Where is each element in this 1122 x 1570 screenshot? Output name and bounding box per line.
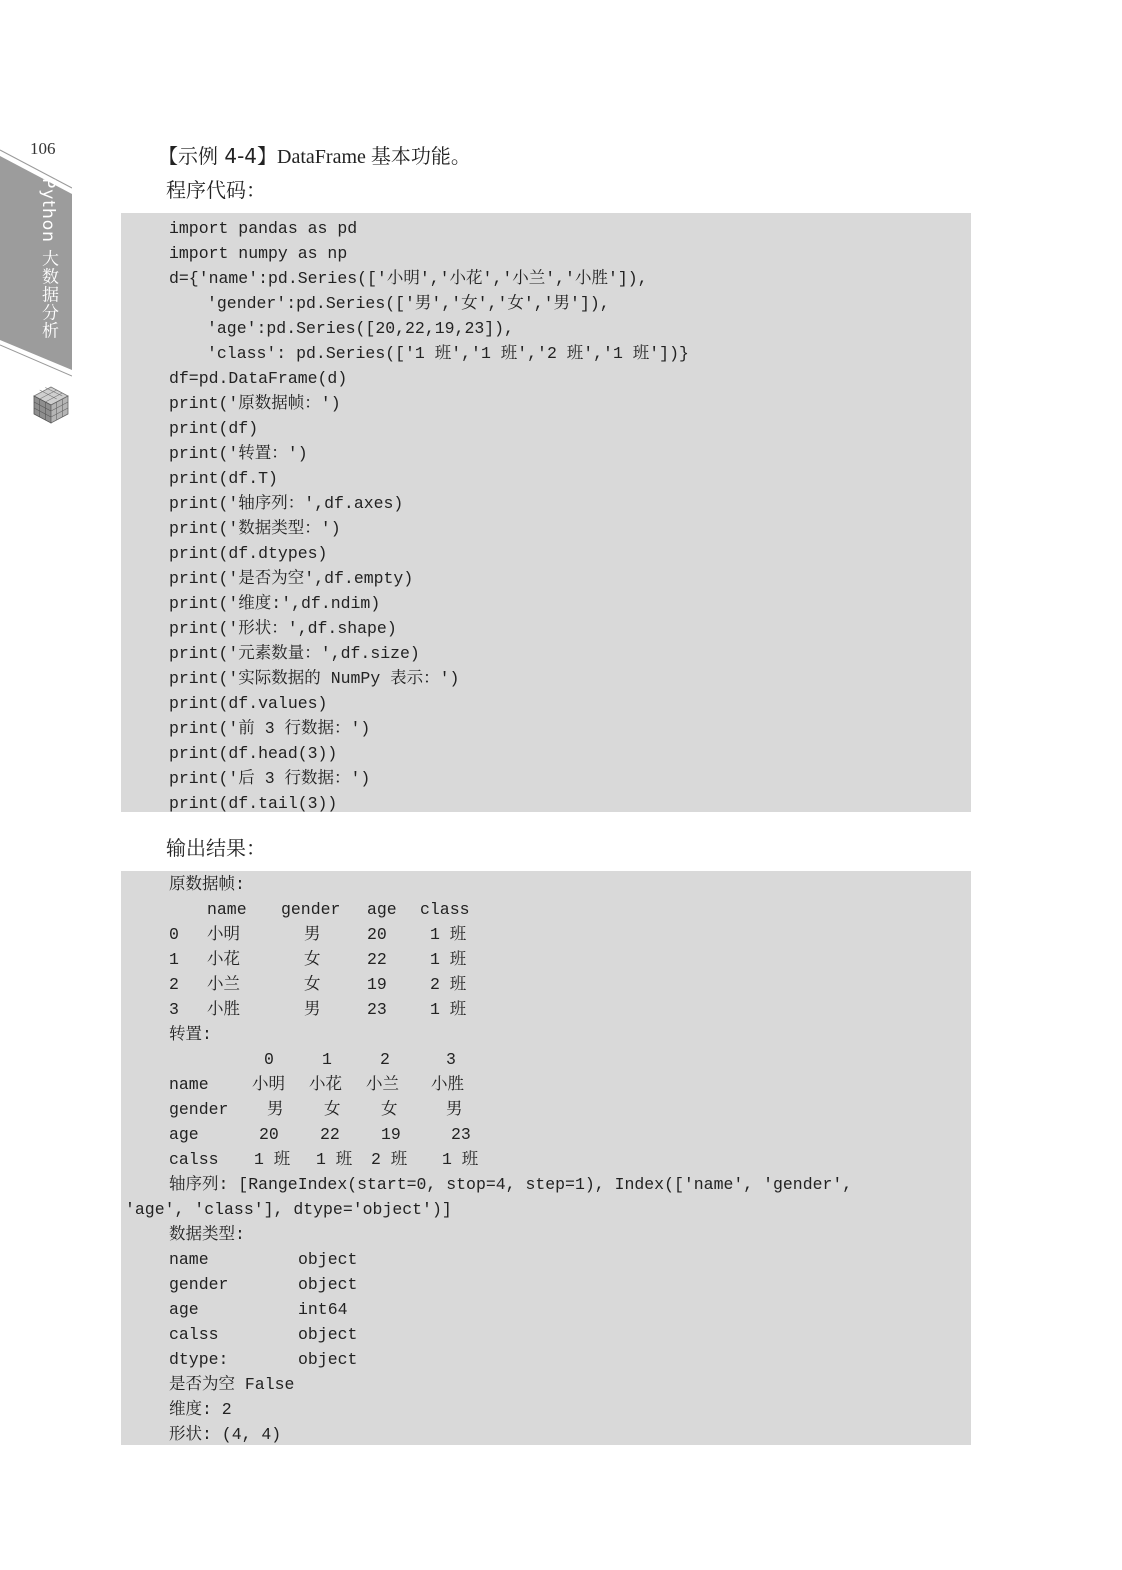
frame-header-cell: class [420,900,470,919]
frame-cell: 19 [367,975,387,994]
dtypes-key: dtype: [169,1350,229,1369]
transpose-cell: 1 班 [442,1150,479,1169]
frame-cell: 20 [367,925,387,944]
frame-cell: 1 班 [430,925,467,944]
transpose-cell: 男 [446,1100,463,1119]
transpose-cell: name [169,1075,209,1094]
transpose-header-cell: 0 [264,1050,274,1069]
frame-cell: 1 班 [430,950,467,969]
frame-cell: 22 [367,950,387,969]
transpose-cell: gender [169,1100,229,1119]
transpose-cell: 23 [451,1125,471,1144]
dtypes-value: object [298,1250,358,1269]
code-line: print(df.head(3)) [169,744,338,763]
shape-line: 形状: (4, 4) [169,1425,282,1444]
frame-cell: 小明 [207,925,240,944]
frame-header-cell: age [367,900,397,919]
empty-line: 是否为空 False [169,1375,295,1394]
code-line: print('原数据帧：') [169,394,341,413]
frame-cell: 男 [304,925,321,944]
code-line: d={'name':pd.Series(['小明','小花','小兰','小胜']), [169,269,648,288]
transpose-cell: 19 [381,1125,401,1144]
rubiks-cube-icon [30,384,72,426]
code-line: import numpy as np [169,244,348,263]
transpose-cell: 1 班 [316,1150,353,1169]
example-label: 【示例 4-4】 [158,144,278,168]
transpose-cell: calss [169,1150,219,1169]
code-line: print('元素数量：',df.size) [169,644,420,663]
example-heading [158,140,471,169]
frame-row [121,972,971,997]
transpose-cell: 女 [324,1100,341,1119]
frame-row [121,997,971,1022]
frame-cell: 小胜 [207,1000,240,1019]
dtypes-row [121,1322,971,1347]
frame-cell: 23 [367,1000,387,1019]
transpose-cell: 小胜 [431,1075,464,1094]
code-line: print(df.dtypes) [169,544,328,563]
code-line: 'gender':pd.Series(['男','女','女','男']), [207,294,610,313]
frame-cell: 1 [169,950,179,969]
dtypes-row [121,1247,971,1272]
page-number: 106 [30,139,56,158]
output-block [121,871,971,1445]
dtypes-row [121,1272,971,1297]
transpose-cell: 22 [320,1125,340,1144]
transpose-row [121,1097,971,1122]
dtypes-row [121,1347,971,1372]
frame-cell: 男 [304,1000,321,1019]
transpose-cell: 20 [259,1125,279,1144]
code-line: print('形状：',df.shape) [169,619,397,638]
transpose-header-cell: 1 [322,1050,332,1069]
frame-cell: 小花 [207,950,240,969]
frame-header-cell: gender [281,900,341,919]
dtypes-value: object [298,1325,358,1344]
transpose-header-cell: 3 [446,1050,456,1069]
frame-cell: 2 班 [430,975,467,994]
code-line: print(df.T) [169,469,278,488]
transpose-label: 转置: [169,1025,212,1044]
chapter-side-tab [0,148,72,378]
code-line: import pandas as pd [169,219,358,238]
frame-cell: 1 班 [430,1000,467,1019]
code-line: print('数据类型：') [169,519,341,538]
transpose-row [121,1122,971,1147]
transpose-cell: 男 [267,1100,284,1119]
frame-cell: 小兰 [207,975,240,994]
transpose-cell: 小花 [309,1075,342,1094]
frame-header-cell: name [207,900,247,919]
code-line: print(df) [169,419,259,438]
transpose-header-cell: 2 [380,1050,390,1069]
transpose-row [121,1147,971,1172]
code-line: 'age':pd.Series([20,22,19,23]), [207,319,514,338]
transpose-cell: 女 [381,1100,398,1119]
code-line: print('轴序列：',df.axes) [169,494,404,513]
frame-cell: 女 [304,975,321,994]
dtypes-key: name [169,1250,209,1269]
code-line: print('后 3 行数据：') [169,769,371,788]
side-book-title: Python 大数据分析 [38,178,58,340]
frame-cell: 3 [169,1000,179,1019]
frame-cell: 女 [304,950,321,969]
code-section-label: 程序代码： [166,178,266,202]
code-line: df=pd.DataFrame(d) [169,369,348,388]
dtypes-value: object [298,1275,358,1294]
code-line: print('前 3 行数据：') [169,719,371,738]
code-line: print('维度:',df.ndim) [169,594,381,613]
transpose-cell: 2 班 [371,1150,408,1169]
transpose-row [121,1072,971,1097]
code-line: print('是否为空',df.empty) [169,569,414,588]
ndim-line: 维度: 2 [169,1400,232,1419]
dtypes-value: int64 [298,1300,348,1319]
axes-line: 轴序列: [RangeIndex(start=0, stop=4, step=1), Index(['name', 'gender', [169,1175,853,1194]
code-line: print('转置：') [169,444,308,463]
dtypes-key: gender [169,1275,229,1294]
example-text: DataFrame 基本功能。 [277,146,471,168]
code-line: print(df.tail(3)) [169,794,338,813]
code-line: print(df.values) [169,694,328,713]
frame-header-row [121,897,971,922]
code-line: 'class': pd.Series(['1 班','1 班','2 班','1 班'])} [207,344,689,363]
transpose-cell: age [169,1125,199,1144]
frame-cell: 2 [169,975,179,994]
output-section-label: 输出结果： [166,836,266,860]
frame-row [121,947,971,972]
frame-cell: 0 [169,925,179,944]
program-code-block [121,213,971,812]
transpose-header-row [121,1047,971,1072]
dtypes-row [121,1297,971,1322]
transpose-cell: 小明 [252,1075,285,1094]
dtypes-key: calss [169,1325,219,1344]
dtypes-value: object [298,1350,358,1369]
frame-row [121,922,971,947]
dtypes-label: 数据类型: [169,1225,245,1244]
dtypes-key: age [169,1300,199,1319]
transpose-cell: 1 班 [254,1150,291,1169]
transpose-cell: 小兰 [366,1075,399,1094]
code-line: print('实际数据的 NumPy 表示：') [169,669,460,688]
frame-label: 原数据帧: [169,875,245,894]
axes-line-continued: 'age', 'class'], dtype='object')] [125,1200,452,1219]
